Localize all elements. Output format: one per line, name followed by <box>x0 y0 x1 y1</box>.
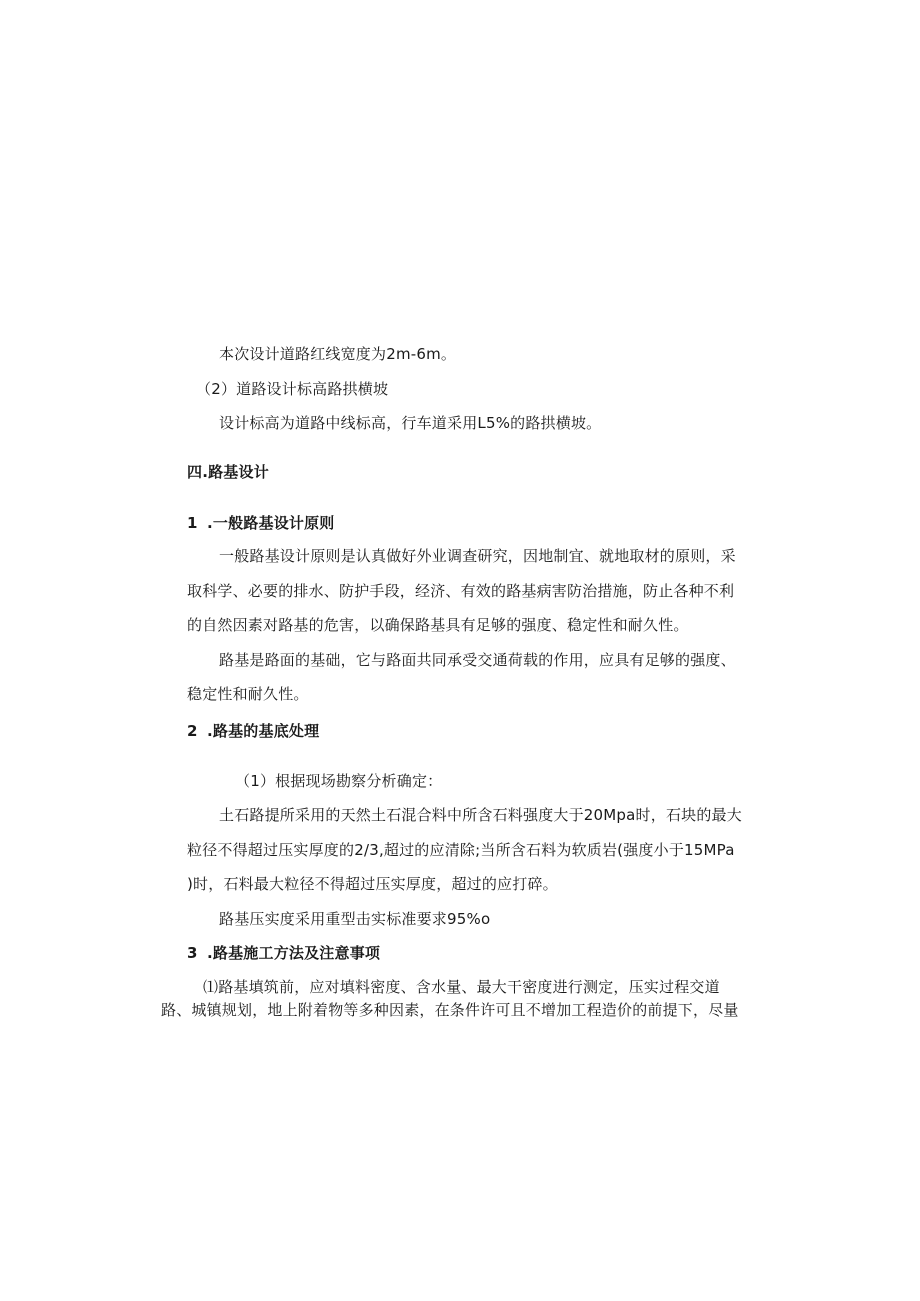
paragraph-line: 土石路提所采用的天然土石混合料中所含石料强度大于20Mpa时，石块的最大 <box>219 806 742 824</box>
paragraph-line: 一般路基设计原则是认真做好外业调查研究，因地制宜、就地取材的原则，采 <box>219 547 736 565</box>
subsection-number: 1 <box>187 514 198 532</box>
paragraph-line: 的自然因素对路基的危害，以确保路基具有足够的强度、稳定性和耐久性。 <box>187 616 689 634</box>
paragraph-road-width: 本次设计道路红线宽度为2m-6m。 <box>219 345 457 363</box>
subsection-number: 2 <box>187 722 198 740</box>
subheading-site-survey: （1）根据现场勘察分析确定： <box>235 772 443 790</box>
subsection-title: .路基施工方法及注意事项 <box>207 944 381 962</box>
section-heading-subgrade-design: 四.路基设计 <box>187 463 269 481</box>
subsection-heading-general-principles <box>187 513 335 533</box>
subsection-title: .一般路基设计原则 <box>207 514 335 532</box>
subsection-heading-construction-methods <box>187 943 380 963</box>
subsection-title: .路基的基底处理 <box>207 722 320 740</box>
paragraph-line: 稳定性和耐久性。 <box>187 685 309 703</box>
paragraph-line: 取科学、必要的排水、防护手段，经济、有效的路基病害防治措施，防止各种不利 <box>187 582 735 600</box>
paragraph-line: 粒径不得超过压实厚度的2/3,超过的应清除;当所含石料为软质岩(强度小于15MPa <box>187 841 735 859</box>
subsection-number: 3 <box>187 944 198 962</box>
paragraph-compaction: 路基压实度采用重型击实标准要求95%o <box>219 910 491 928</box>
paragraph-line: 路基是路面的基础，它与路面共同承受交通荷载的作用，应具有足够的强度、 <box>219 651 736 669</box>
paragraph-line: )时，石料最大粒径不得超过压实厚度，超过的应打碎。 <box>187 875 558 893</box>
subheading-elevation-crown-slope: （2）道路设计标高路拱横坡 <box>196 380 389 398</box>
paragraph-line: 路、城镇规划，地上附着物等多种因素，在条件许可且不增加工程造价的前提下，尽量 <box>161 1001 739 1019</box>
paragraph-elevation: 设计标高为道路中线标高，行车道采用L5%的路拱横坡。 <box>219 414 602 432</box>
paragraph-line: ⑴路基填筑前，应对填料密度、含水量、最大干密度进行测定，压实过程交道 <box>203 978 720 996</box>
subsection-heading-base-treatment <box>187 721 319 741</box>
